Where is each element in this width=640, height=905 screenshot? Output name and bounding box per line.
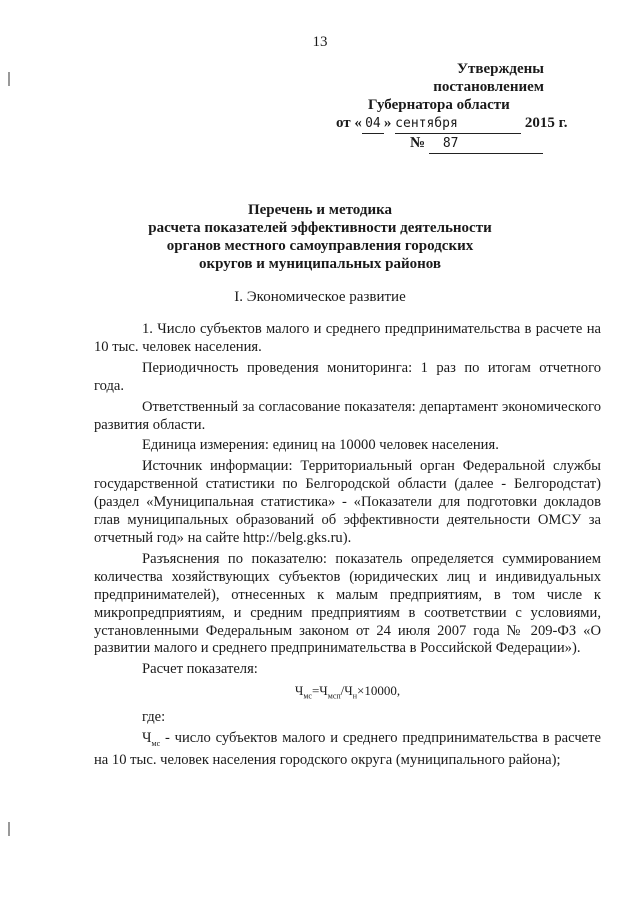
handwritten-number: 87	[429, 135, 543, 154]
paragraph: Расчет показателя:	[142, 661, 258, 678]
paragraph: Периодичность проведения мониторинга: 1 раз по итогам отчетного года.	[94, 359, 601, 394]
document-title: Перечень и методика расчета показателей эффективности деятельности органов местного самоуправления городских округов и муниципальных районов	[148, 202, 492, 272]
paragraph: Единица измерения: единиц на 10000 человек населения.	[142, 437, 499, 454]
handwritten-month: сентября	[395, 115, 521, 134]
paragraph: Разъяснения по показателю: показатель определяется суммированием количества хозяйствующих субъектов (юридических лиц и индивидуальных предпринимателей), отнесенных к малым предприятиям, в том числе к микропредприятиям, и средним предприятиям в соответствии с условиями, установленными Федеральным законом от 24 июля 2007 года № 209-ФЗ «О развитии малого и среднего предпринимательства в Российской Федерации»).	[94, 550, 601, 657]
approval-stamp	[336, 60, 606, 154]
document-body	[94, 321, 601, 773]
paragraph: Ответственный за согласование показателя: департамент экономического развития области.	[94, 398, 601, 433]
scan-edge-mark	[8, 72, 10, 86]
handwritten-day: 04	[362, 115, 384, 134]
approval-number: № 87	[336, 134, 606, 154]
approval-line: Губернатора области	[368, 97, 510, 113]
approval-date: от « 04 » сентября 2015 г.	[336, 114, 606, 134]
page-number: 13	[312, 34, 328, 50]
where-label: где:	[142, 708, 166, 725]
approval-line: постановлением	[433, 79, 544, 95]
paragraph: Источник информации: Территориальный орган Федеральной службы государственной статистики по Белгородской области (далее - Белгородстат) (раздел «Муниципальная статистика» - «Показатели для подготовки докладов глав муниципальных образований об эффективности деятельности ОМСУ за отчетный год» на сайте http://belg.gks.ru).	[94, 458, 601, 546]
approval-line: Утверждены	[457, 61, 544, 77]
section-heading: I. Экономическое развитие	[234, 289, 406, 305]
paragraph: 1. Число субъектов малого и среднего предпринимательства в расчете на 10 тыс. человек населения.	[94, 321, 601, 355]
scan-edge-mark	[8, 822, 10, 836]
formula: $Ч_{мс}=Ч_{мсп}/Ч_н\times 10000$,	[294, 683, 401, 701]
variable-definition: $Ч_{мс}$ - число субъектов малого и среднего предпринимательства в расчете на 10 тыс. человек населения городского округа (муниципального района);	[94, 729, 601, 769]
